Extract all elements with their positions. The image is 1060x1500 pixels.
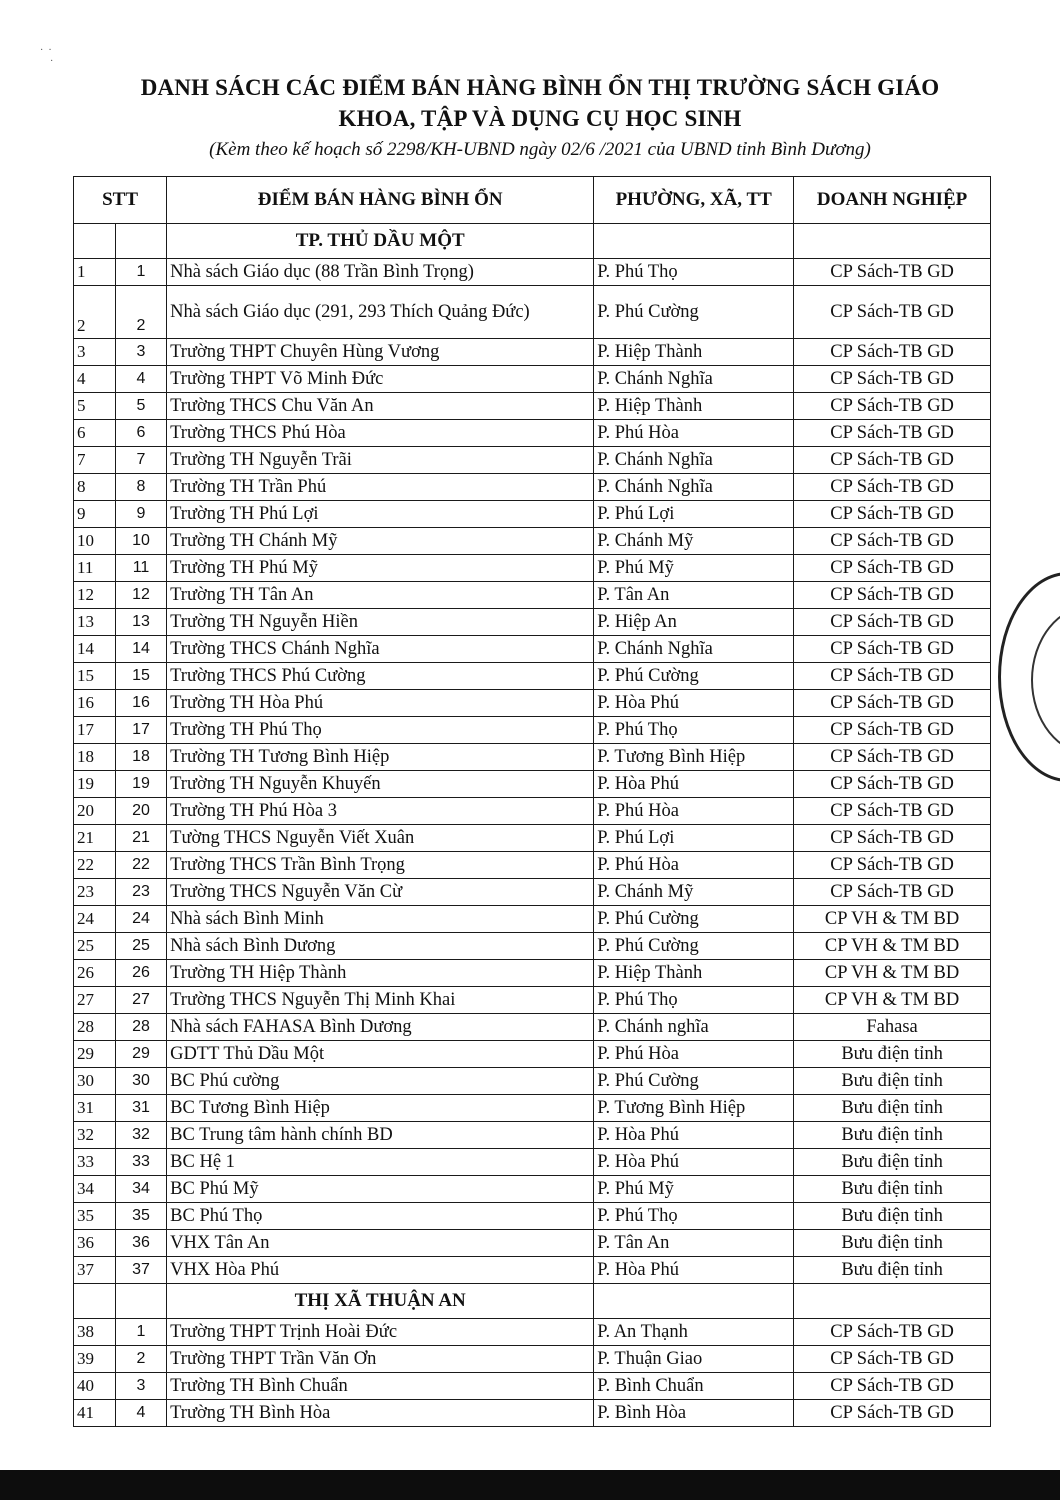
row-sub-number: 2 — [115, 286, 166, 339]
sales-point-name: Trường THCS Chu Văn An — [167, 393, 594, 420]
ward-name: P. Chánh Nghĩa — [594, 447, 794, 474]
row-number: 16 — [74, 690, 116, 717]
sales-point-name: BC Phú Thọ — [167, 1203, 594, 1230]
table-body — [74, 224, 991, 1427]
ward-name: P. Phú Cường — [594, 1068, 794, 1095]
row-number: 22 — [74, 852, 116, 879]
ward-name: P. Chánh Nghĩa — [594, 474, 794, 501]
table-row — [74, 555, 991, 582]
sales-point-name: Trường THCS Trần Bình Trọng — [167, 852, 594, 879]
enterprise-name: CP Sách-TB GD — [794, 1373, 991, 1400]
row-number: 23 — [74, 879, 116, 906]
ward-name: P. Phú Cường — [594, 663, 794, 690]
scan-specks: · · · — [40, 45, 54, 67]
table-row — [74, 906, 991, 933]
enterprise-name: CP Sách-TB GD — [794, 259, 991, 286]
table-row — [74, 690, 991, 717]
row-sub-number: 22 — [115, 852, 166, 879]
row-sub-number: 17 — [115, 717, 166, 744]
table-row — [74, 960, 991, 987]
table-row — [74, 1176, 991, 1203]
table-row — [74, 1230, 991, 1257]
enterprise-name: CP Sách-TB GD — [794, 582, 991, 609]
enterprise-name: Bưu điện tỉnh — [794, 1149, 991, 1176]
section-empty-cell — [794, 1284, 991, 1319]
table-row — [74, 717, 991, 744]
row-number: 34 — [74, 1176, 116, 1203]
table-row — [74, 1319, 991, 1346]
ward-name: P. Tân An — [594, 582, 794, 609]
ward-name: P. Thuận Giao — [594, 1346, 794, 1373]
enterprise-name: Bưu điện tỉnh — [794, 1203, 991, 1230]
row-sub-number: 3 — [115, 339, 166, 366]
sales-point-name: Trường THCS Phú Cường — [167, 663, 594, 690]
enterprise-name: CP Sách-TB GD — [794, 528, 991, 555]
table-row — [74, 771, 991, 798]
enterprise-name: CP Sách-TB GD — [794, 366, 991, 393]
seal-emblem — [1031, 605, 1060, 755]
row-number: 20 — [74, 798, 116, 825]
header-name: ĐIỂM BÁN HÀNG BÌNH ỔN — [167, 177, 594, 224]
sales-point-name: BC Phú cường — [167, 1068, 594, 1095]
row-sub-number: 11 — [115, 555, 166, 582]
sales-point-name: Trường TH Nguyễn Khuyến — [167, 771, 594, 798]
sales-point-name: Trường THCS Nguyễn Thị Minh Khai — [167, 987, 594, 1014]
row-sub-number: 4 — [115, 366, 166, 393]
row-number: 26 — [74, 960, 116, 987]
row-sub-number: 34 — [115, 1176, 166, 1203]
row-number: 28 — [74, 1014, 116, 1041]
row-number: 9 — [74, 501, 116, 528]
row-sub-number: 14 — [115, 636, 166, 663]
sales-point-name: Trường THCS Nguyễn Văn Cừ — [167, 879, 594, 906]
sales-point-name: Nhà sách Giáo dục (88 Trần Bình Trọng) — [167, 259, 594, 286]
ward-name: P. Phú Hòa — [594, 798, 794, 825]
scan-bottom-edge — [0, 1470, 1060, 1500]
ward-name: P. Hòa Phú — [594, 771, 794, 798]
sales-point-name: Trường TH Phú Thọ — [167, 717, 594, 744]
row-sub-number: 25 — [115, 933, 166, 960]
sales-point-name: Nhà sách Bình Minh — [167, 906, 594, 933]
ward-name: P. Bình Chuẩn — [594, 1373, 794, 1400]
sales-point-name: Trường TH Phú Lợi — [167, 501, 594, 528]
enterprise-name: CP Sách-TB GD — [794, 609, 991, 636]
sales-point-name: Trường TH Hòa Phú — [167, 690, 594, 717]
row-sub-number: 33 — [115, 1149, 166, 1176]
sales-point-name: Trường TH Nguyễn Trãi — [167, 447, 594, 474]
sales-point-name: Trường TH Hiệp Thành — [167, 960, 594, 987]
table-row — [74, 366, 991, 393]
row-sub-number: 28 — [115, 1014, 166, 1041]
sales-point-name: Nhà sách FAHASA Bình Dương — [167, 1014, 594, 1041]
section-empty-cell — [115, 224, 166, 259]
row-number: 19 — [74, 771, 116, 798]
table-row — [74, 1149, 991, 1176]
sales-point-name: Trường TH Nguyễn Hiền — [167, 609, 594, 636]
row-number: 32 — [74, 1122, 116, 1149]
sales-point-name: Trường TH Phú Mỹ — [167, 555, 594, 582]
row-sub-number: 24 — [115, 906, 166, 933]
row-sub-number: 37 — [115, 1257, 166, 1284]
enterprise-name: CP Sách-TB GD — [794, 852, 991, 879]
table-row — [74, 1257, 991, 1284]
row-sub-number: 5 — [115, 393, 166, 420]
row-sub-number: 10 — [115, 528, 166, 555]
header-enterprise: DOANH NGHIỆP — [794, 177, 991, 224]
sales-points-table — [73, 176, 991, 1427]
enterprise-name: CP Sách-TB GD — [794, 447, 991, 474]
row-sub-number: 30 — [115, 1068, 166, 1095]
ward-name: P. Phú Hòa — [594, 852, 794, 879]
row-sub-number: 21 — [115, 825, 166, 852]
row-sub-number: 19 — [115, 771, 166, 798]
section-empty-cell — [794, 224, 991, 259]
row-number: 33 — [74, 1149, 116, 1176]
row-number: 12 — [74, 582, 116, 609]
ward-name: P. Phú Mỹ — [594, 555, 794, 582]
sales-point-name: BC Trung tâm hành chính BD — [167, 1122, 594, 1149]
sales-point-name: Trường TH Bình Hòa — [167, 1400, 594, 1427]
sales-point-name: Trường THPT Trịnh Hoài Đức — [167, 1319, 594, 1346]
title-line-1: DANH SÁCH CÁC ĐIỂM BÁN HÀNG BÌNH ỔN THỊ TRƯỜNG SÁCH GIÁO — [140, 75, 940, 100]
row-sub-number: 31 — [115, 1095, 166, 1122]
ward-name: P. Phú Lợi — [594, 825, 794, 852]
enterprise-name: CP Sách-TB GD — [794, 1319, 991, 1346]
ward-name: P. Phú Cường — [594, 906, 794, 933]
sales-point-name: Trường THPT Chuyên Hùng Vương — [167, 339, 594, 366]
row-number: 6 — [74, 420, 116, 447]
row-number: 11 — [74, 555, 116, 582]
enterprise-name: Bưu điện tỉnh — [794, 1122, 991, 1149]
row-number: 40 — [74, 1373, 116, 1400]
table-row — [74, 259, 991, 286]
enterprise-name: CP VH & TM BD — [794, 906, 991, 933]
ward-name: P. Tân An — [594, 1230, 794, 1257]
table-row — [74, 393, 991, 420]
ward-name: P. Phú Cường — [594, 933, 794, 960]
enterprise-name: CP Sách-TB GD — [794, 744, 991, 771]
table-row — [74, 636, 991, 663]
row-sub-number: 1 — [115, 1319, 166, 1346]
row-sub-number: 7 — [115, 447, 166, 474]
enterprise-name: CP Sách-TB GD — [794, 1346, 991, 1373]
table-row — [74, 420, 991, 447]
row-number: 4 — [74, 366, 116, 393]
enterprise-name: CP Sách-TB GD — [794, 1400, 991, 1427]
row-sub-number: 2 — [115, 1346, 166, 1373]
row-sub-number: 20 — [115, 798, 166, 825]
ward-name: P. Hiệp Thành — [594, 339, 794, 366]
row-sub-number: 8 — [115, 474, 166, 501]
table-row — [74, 1373, 991, 1400]
row-number: 5 — [74, 393, 116, 420]
enterprise-name: CP Sách-TB GD — [794, 636, 991, 663]
enterprise-name: CP Sách-TB GD — [794, 501, 991, 528]
table-row — [74, 933, 991, 960]
table-row — [74, 744, 991, 771]
row-sub-number: 9 — [115, 501, 166, 528]
sales-point-name: GDTT Thủ Dầu Một — [167, 1041, 594, 1068]
sales-point-name: Trường THPT Trần Văn Ơn — [167, 1346, 594, 1373]
enterprise-name: CP Sách-TB GD — [794, 555, 991, 582]
enterprise-name: CP Sách-TB GD — [794, 690, 991, 717]
ward-name: P. Chánh Nghĩa — [594, 636, 794, 663]
row-number: 18 — [74, 744, 116, 771]
row-number: 36 — [74, 1230, 116, 1257]
enterprise-name: CP Sách-TB GD — [794, 798, 991, 825]
table-row — [74, 1068, 991, 1095]
sales-point-name: VHX Hòa Phú — [167, 1257, 594, 1284]
ward-name: P. Hòa Phú — [594, 1149, 794, 1176]
ward-name: P. Chánh nghĩa — [594, 1014, 794, 1041]
table-row — [74, 825, 991, 852]
sales-point-name: VHX Tân An — [167, 1230, 594, 1257]
sales-point-name: Trường TH Phú Hòa 3 — [167, 798, 594, 825]
row-sub-number: 18 — [115, 744, 166, 771]
sales-point-name: Nhà sách Giáo dục (291, 293 Thích Quảng Đức) — [167, 286, 594, 339]
row-number: 7 — [74, 447, 116, 474]
ward-name: P. Hiệp Thành — [594, 960, 794, 987]
row-sub-number: 4 — [115, 1400, 166, 1427]
section-empty-cell — [594, 224, 794, 259]
ward-name: P. Phú Cường — [594, 286, 794, 339]
ward-name: P. Tương Bình Hiệp — [594, 1095, 794, 1122]
table-row — [74, 663, 991, 690]
sales-point-name: BC Tương Bình Hiệp — [167, 1095, 594, 1122]
row-sub-number: 23 — [115, 879, 166, 906]
section-empty-cell — [74, 224, 116, 259]
ward-name: P. Chánh Mỹ — [594, 879, 794, 906]
ward-name: P. Phú Hòa — [594, 1041, 794, 1068]
table-row — [74, 1346, 991, 1373]
sales-point-name: Trường TH Chánh Mỹ — [167, 528, 594, 555]
table-row — [74, 528, 991, 555]
ward-name: P. Bình Hòa — [594, 1400, 794, 1427]
section-empty-cell — [74, 1284, 116, 1319]
sales-point-name: Tường THCS Nguyễn Viết Xuân — [167, 825, 594, 852]
ward-name: P. Chánh Mỹ — [594, 528, 794, 555]
sales-point-name: Trường THCS Chánh Nghĩa — [167, 636, 594, 663]
row-number: 17 — [74, 717, 116, 744]
row-number: 39 — [74, 1346, 116, 1373]
row-sub-number: 16 — [115, 690, 166, 717]
subtitle: (Kèm theo kế hoạch số 2298/KH-UBND ngày 02/6 /2021 của UBND tỉnh Bình Dương) — [209, 139, 871, 160]
row-number: 10 — [74, 528, 116, 555]
enterprise-name: Bưu điện tỉnh — [794, 1257, 991, 1284]
row-number: 3 — [74, 339, 116, 366]
row-sub-number: 12 — [115, 582, 166, 609]
enterprise-name: CP VH & TM BD — [794, 933, 991, 960]
sales-point-name: Trường TH Bình Chuẩn — [167, 1373, 594, 1400]
row-number: 1 — [74, 259, 116, 286]
row-number: 27 — [74, 987, 116, 1014]
row-number: 14 — [74, 636, 116, 663]
table-row — [74, 798, 991, 825]
enterprise-name: CP Sách-TB GD — [794, 717, 991, 744]
enterprise-name: Bưu điện tỉnh — [794, 1068, 991, 1095]
enterprise-name: CP Sách-TB GD — [794, 339, 991, 366]
row-number: 31 — [74, 1095, 116, 1122]
sales-point-name: BC Phú Mỹ — [167, 1176, 594, 1203]
header-stt: STT — [74, 177, 167, 224]
enterprise-name: Bưu điện tỉnh — [794, 1176, 991, 1203]
row-sub-number: 26 — [115, 960, 166, 987]
enterprise-name: Fahasa — [794, 1014, 991, 1041]
table-row — [74, 447, 991, 474]
row-sub-number: 6 — [115, 420, 166, 447]
sales-point-name: Trường THCS Phú Hòa — [167, 420, 594, 447]
row-number: 2 — [74, 286, 116, 339]
table-row — [74, 1122, 991, 1149]
row-number: 30 — [74, 1068, 116, 1095]
sales-point-name: Trường TH Tương Bình Hiệp — [167, 744, 594, 771]
table-row — [74, 609, 991, 636]
row-number: 8 — [74, 474, 116, 501]
ward-name: P. Hiệp An — [594, 609, 794, 636]
ward-name: P. Hòa Phú — [594, 690, 794, 717]
enterprise-name: CP VH & TM BD — [794, 960, 991, 987]
table-row — [74, 1400, 991, 1427]
row-number: 25 — [74, 933, 116, 960]
document-header — [60, 72, 1020, 164]
enterprise-name: CP Sách-TB GD — [794, 474, 991, 501]
row-number: 41 — [74, 1400, 116, 1427]
enterprise-name: CP Sách-TB GD — [794, 663, 991, 690]
ward-name: P. Phú Lợi — [594, 501, 794, 528]
ward-name: P. Phú Mỹ — [594, 1176, 794, 1203]
sales-point-name: Nhà sách Bình Dương — [167, 933, 594, 960]
row-sub-number: 1 — [115, 259, 166, 286]
section-row — [74, 1284, 991, 1319]
table-row — [74, 501, 991, 528]
row-number: 13 — [74, 609, 116, 636]
row-number: 24 — [74, 906, 116, 933]
ward-name: P. Phú Thọ — [594, 259, 794, 286]
enterprise-name: CP Sách-TB GD — [794, 825, 991, 852]
table-row — [74, 1203, 991, 1230]
row-number: 21 — [74, 825, 116, 852]
table-row — [74, 1014, 991, 1041]
enterprise-name: CP VH & TM BD — [794, 987, 991, 1014]
enterprise-name: Bưu điện tỉnh — [794, 1041, 991, 1068]
enterprise-name: Bưu điện tỉnh — [794, 1230, 991, 1257]
title-line-2: KHOA, TẬP VÀ DỤNG CỤ HỌC SINH — [338, 106, 742, 131]
row-number: 37 — [74, 1257, 116, 1284]
row-number: 35 — [74, 1203, 116, 1230]
sales-point-name: Trường TH Trần Phú — [167, 474, 594, 501]
ward-name: P. Hòa Phú — [594, 1122, 794, 1149]
row-sub-number: 36 — [115, 1230, 166, 1257]
header-ward: PHƯỜNG, XÃ, TT — [594, 177, 794, 224]
ward-name: P. Chánh Nghĩa — [594, 366, 794, 393]
section-title: TP. THỦ DẦU MỘT — [167, 224, 594, 259]
enterprise-name: Bưu điện tỉnh — [794, 1095, 991, 1122]
table-row — [74, 987, 991, 1014]
ward-name: P. Hòa Phú — [594, 1257, 794, 1284]
table-row — [74, 879, 991, 906]
table-row — [74, 1041, 991, 1068]
ward-name: P. Tương Bình Hiệp — [594, 744, 794, 771]
row-sub-number: 15 — [115, 663, 166, 690]
ward-name: P. Phú Thọ — [594, 1203, 794, 1230]
row-sub-number: 35 — [115, 1203, 166, 1230]
section-title: THỊ XÃ THUẬN AN — [167, 1284, 594, 1319]
row-number: 15 — [74, 663, 116, 690]
table-row — [74, 1095, 991, 1122]
table-row — [74, 474, 991, 501]
sales-point-name: Trường THPT Võ Minh Đức — [167, 366, 594, 393]
section-empty-cell — [594, 1284, 794, 1319]
sales-point-name: Trường TH Tân An — [167, 582, 594, 609]
row-sub-number: 13 — [115, 609, 166, 636]
table-row — [74, 286, 991, 339]
table-header-row — [74, 177, 991, 224]
ward-name: P. Hiệp Thành — [594, 393, 794, 420]
row-number: 29 — [74, 1041, 116, 1068]
ward-name: P. An Thạnh — [594, 1319, 794, 1346]
official-seal — [998, 572, 1060, 782]
table-row — [74, 852, 991, 879]
enterprise-name: CP Sách-TB GD — [794, 771, 991, 798]
sales-point-name: BC Hệ 1 — [167, 1149, 594, 1176]
row-sub-number: 3 — [115, 1373, 166, 1400]
row-sub-number: 32 — [115, 1122, 166, 1149]
section-row — [74, 224, 991, 259]
enterprise-name: CP Sách-TB GD — [794, 420, 991, 447]
ward-name: P. Phú Thọ — [594, 717, 794, 744]
enterprise-name: CP Sách-TB GD — [794, 879, 991, 906]
section-empty-cell — [115, 1284, 166, 1319]
ward-name: P. Phú Thọ — [594, 987, 794, 1014]
enterprise-name: CP Sách-TB GD — [794, 393, 991, 420]
row-sub-number: 29 — [115, 1041, 166, 1068]
ward-name: P. Phú Hòa — [594, 420, 794, 447]
enterprise-name: CP Sách-TB GD — [794, 286, 991, 339]
row-number: 38 — [74, 1319, 116, 1346]
row-sub-number: 27 — [115, 987, 166, 1014]
table-row — [74, 339, 991, 366]
table-row — [74, 582, 991, 609]
